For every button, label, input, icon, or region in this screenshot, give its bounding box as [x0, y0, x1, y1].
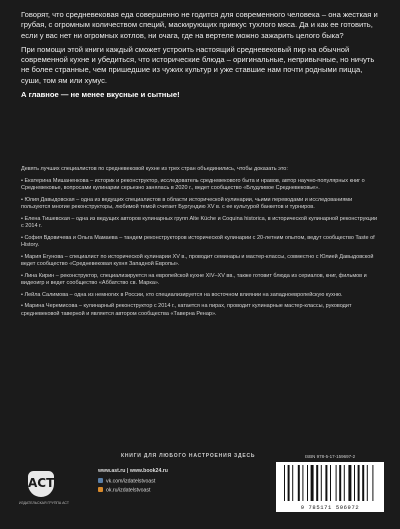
barcode-bar: [321, 465, 322, 501]
ok-link-text: ok.ru/izdatelstvoast: [106, 487, 151, 494]
barcode-bar: [288, 465, 290, 501]
back-cover-footer: [0, 445, 400, 529]
intro-paragraph-1: Говорят, что средневековая еда совершенно не годится для современного человека – она жесткая и грубая, с огромным количеством специй, маскирующих привкус тухлого мяса. Да и как ее готовить, если у вас нет ни огромных котлов, ни очага, где на вертеле можно зажарить целого быка?: [21, 10, 378, 40]
barcode-digits: 9 785171 596972: [300, 504, 360, 511]
ok-icon: [98, 487, 103, 492]
vk-link[interactable]: [98, 478, 155, 485]
isbn-label: ISBN 978-5-17-159697-2: [304, 454, 356, 459]
barcode-bar: [316, 465, 318, 501]
expert-item: • Лина Кирин – реконструктор, специализируется на европейской кухне XIV–XV вв., также готовит блюда из сериалов, книг, фильмов и видеоигр и ведет сообщество «Аббатство св. Марка».: [21, 272, 367, 286]
intro-paragraph-2: При помощи этой книги каждый сможет устроить настоящий средневековый пир на обычной современной кухне и убедиться, что исторические блюда – оригинальные, непривычные, но ничуть не более странные, чем пришедшие из чужих культур и уже ставшие нам почти родными пицца, суши, том ям или хумус.: [21, 44, 375, 85]
barcode-bar: [367, 465, 368, 501]
vk-icon: [98, 478, 103, 483]
barcode: [276, 462, 384, 512]
barcode-bar: [307, 465, 308, 501]
barcode-bar: [362, 465, 364, 501]
intro-bold-line: А главное — не менее вкусные и сытные!: [21, 90, 180, 100]
barcode-bar: [325, 465, 327, 501]
experts-section: [21, 166, 381, 322]
experts-lead: Девять лучших специалистов по средневековой кухне из трех стран объединились, чтобы доказать это:: [21, 166, 288, 172]
ok-link[interactable]: [98, 487, 150, 494]
logo-caption: ИЗДАТЕЛЬСКАЯ ГРУППА АСТ: [19, 501, 69, 505]
expert-item: • Марина Черемисова – кулинарный реконструктор с 2014 г., катается на пирах, проводит кулинарные мастер-классы, руководит средневековой таверной и является автором сообщества «Таверна Ренар».: [21, 303, 352, 317]
barcode-bar: [330, 465, 331, 501]
barcode-bars-icon: [282, 465, 378, 503]
intro-text: [21, 10, 381, 104]
tagline: КНИГИ ДЛЯ ЛЮБОГО НАСТРОЕНИЯ ЗДЕСЬ: [121, 453, 256, 459]
website-link[interactable]: www.ast.ru | www.book24.ru: [98, 468, 168, 474]
barcode-bar: [292, 465, 293, 501]
barcode-bar: [298, 465, 300, 501]
barcode-bar: [372, 465, 373, 501]
expert-item: • Елена Тишевская – одна из ведущих авторов кулинарных групп Alte Küche и Coquina historica, в исторической кулинарной реконструкции с 2014 г.: [21, 215, 378, 229]
barcode-bar: [358, 465, 360, 501]
barcode-bar: [302, 465, 303, 501]
barcode-bar: [339, 465, 341, 501]
barcode-bar: [311, 465, 314, 501]
expert-item: • София Вдовичева и Ольга Мамаева – тандем реконструкторов исторической кулинарии с 20-летним опытом, ведут сообщество Taste of History.: [21, 234, 375, 248]
expert-item: • Екатерина Мишаненкова – историк и реконструктор, исследователь средневекового быта и нравов, автор научно-популярных книг о Средневековье, вопросами кулинарии серьезно занялась в 2020 г., ведет сообщество «Блудливое Средневековье».: [21, 177, 365, 191]
barcode-bar: [284, 465, 285, 501]
ast-logo-icon: ACT: [28, 471, 54, 497]
barcode-bar: [348, 465, 351, 501]
expert-item: • Юлия Давыдовская – одна из ведущих специалистов в области исторической кулинарии, чьими переводами и исследованиями пользуются многие реконструкторы, любимой темой считает Бургундию XV в. с ее культурой банкетов и турниров.: [21, 196, 353, 210]
barcode-bar: [336, 465, 337, 501]
expert-item: • Лейла Салимова – одна из немногих в России, кто специализируется на восточном влиянии на западноевропейскую кухню.: [21, 291, 343, 298]
vk-link-text: vk.com/izdatelstvoast: [106, 478, 156, 485]
publisher-logo: [18, 471, 70, 515]
expert-item: • Мария Егунова – специалист по исторической кулинарии XV в., проводит семинары и мастер-классы, совместно с Юлией Давыдовской ведет сообщество «Средневековая кухня Западной Европы».: [21, 253, 374, 267]
barcode-bar: [344, 465, 345, 501]
barcode-bar: [354, 465, 355, 501]
